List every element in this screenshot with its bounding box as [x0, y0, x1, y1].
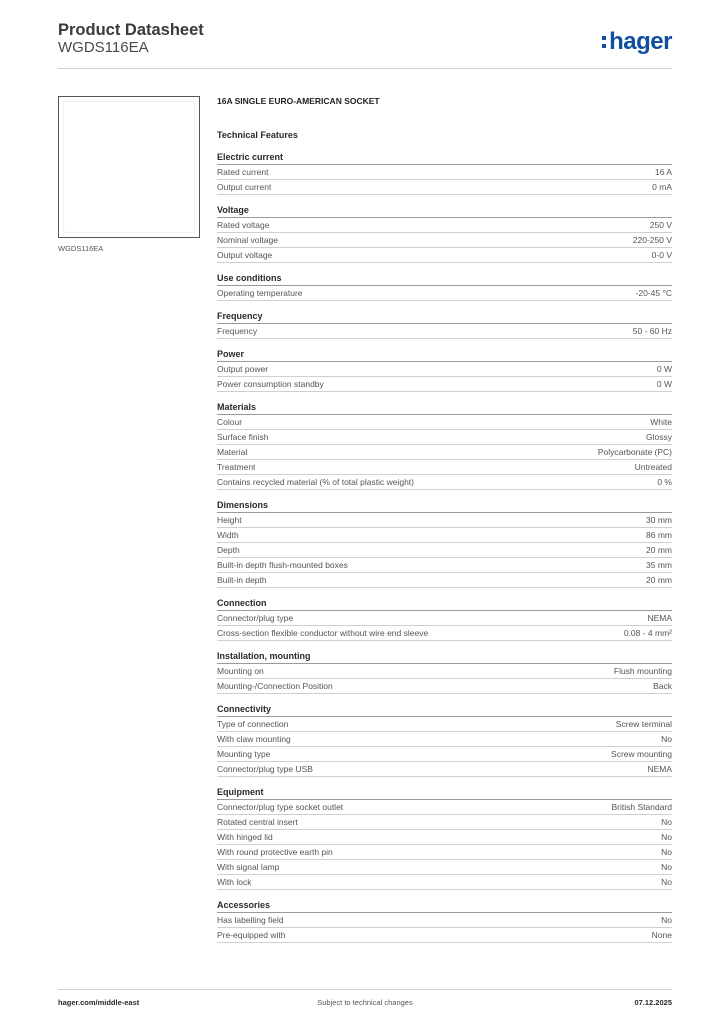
spec-value: White: [650, 417, 672, 427]
spec-value: 20 mm: [646, 575, 672, 585]
feature-section: [217, 400, 672, 490]
section-title: Installation, mounting: [217, 649, 672, 664]
spec-label: Type of connection: [217, 719, 289, 729]
section-title: Equipment: [217, 785, 672, 800]
spec-row: [217, 233, 672, 248]
spec-value: Screw mounting: [611, 749, 672, 759]
page-footer: [58, 998, 672, 1010]
spec-value: 0 W: [656, 379, 672, 389]
spec-value: No: [661, 847, 672, 857]
spec-row: [217, 747, 672, 762]
spec-value: No: [661, 915, 672, 925]
spec-label: With claw mounting: [217, 734, 291, 744]
hager-logo: [602, 28, 672, 56]
spec-value: Polycarbonate (PC): [597, 447, 672, 457]
image-caption: WGDS116EA: [58, 244, 104, 253]
spec-value: 50 - 60 Hz: [632, 326, 672, 336]
spec-value: Untreated: [634, 462, 672, 472]
spec-label: With hinged lid: [217, 832, 273, 842]
spec-row: [217, 415, 672, 430]
product-name: 16A SINGLE EURO-AMERICAN SOCKET: [217, 96, 380, 106]
spec-row: [217, 860, 672, 875]
spec-value: 20 mm: [646, 545, 672, 555]
spec-value: 16 A: [654, 167, 672, 177]
spec-value: 250 V: [649, 220, 672, 230]
spec-row: [217, 679, 672, 694]
spec-value: NEMA: [647, 764, 672, 774]
spec-row: [217, 513, 672, 528]
logo-colon-mark: [602, 31, 607, 53]
spec-row: [217, 845, 672, 860]
spec-row: [217, 875, 672, 890]
spec-row: [217, 732, 672, 747]
spec-value: No: [661, 832, 672, 842]
spec-row: [217, 165, 672, 180]
spec-label: Frequency: [217, 326, 258, 336]
spec-value: No: [661, 817, 672, 827]
spec-row: [217, 528, 672, 543]
spec-row: [217, 543, 672, 558]
spec-row: [217, 377, 672, 392]
spec-label: Colour: [217, 417, 243, 427]
section-title: Dimensions: [217, 498, 672, 513]
spec-label: Built-in depth flush-mounted boxes: [217, 560, 348, 570]
footer-note: Subject to technical changes: [317, 998, 413, 1007]
spec-label: Pre-equipped with: [217, 930, 286, 940]
footer-divider: [58, 989, 672, 990]
spec-value: No: [661, 877, 672, 887]
spec-label: Rated voltage: [217, 220, 270, 230]
spec-value: 220-250 V: [632, 235, 672, 245]
spec-label: Contains recycled material (% of total plastic weight): [217, 477, 414, 487]
feature-section: [217, 785, 672, 890]
feature-section: [217, 150, 672, 195]
product-image: [58, 96, 200, 238]
spec-value: -20-45 °C: [635, 288, 672, 298]
spec-label: Rated current: [217, 167, 269, 177]
feature-section: [217, 203, 672, 263]
spec-label: Surface finish: [217, 432, 269, 442]
spec-label: Material: [217, 447, 248, 457]
section-title: Electric current: [217, 150, 672, 165]
feature-section: [217, 649, 672, 694]
spec-value: 0 W: [656, 364, 672, 374]
feature-section: [217, 309, 672, 339]
spec-value: 30 mm: [646, 515, 672, 525]
spec-row: [217, 611, 672, 626]
section-title: Materials: [217, 400, 672, 415]
spec-label: Height: [217, 515, 242, 525]
spec-row: [217, 248, 672, 263]
section-title: Frequency: [217, 309, 672, 324]
spec-row: [217, 460, 672, 475]
spec-label: Mounting type: [217, 749, 271, 759]
spec-label: Output voltage: [217, 250, 273, 260]
feature-section: [217, 347, 672, 392]
feature-sections: [217, 150, 672, 943]
spec-label: Treatment: [217, 462, 256, 472]
spec-label: Nominal voltage: [217, 235, 278, 245]
spec-row: [217, 717, 672, 732]
spec-label: Operating temperature: [217, 288, 303, 298]
spec-row: [217, 913, 672, 928]
datasheet-content: [217, 94, 672, 951]
spec-value: Glossy: [646, 432, 672, 442]
socket-outline: [63, 101, 195, 233]
spec-value: 0.08 - 4 mm²: [623, 628, 672, 638]
spec-value: 0 %: [657, 477, 672, 487]
spec-label: Built-in depth: [217, 575, 267, 585]
section-title: Connectivity: [217, 702, 672, 717]
footer-website[interactable]: hager.com/middle-east: [58, 998, 140, 1007]
spec-label: Width: [217, 530, 239, 540]
spec-value: 35 mm: [646, 560, 672, 570]
spec-value: British Standard: [611, 802, 672, 812]
spec-row: [217, 445, 672, 460]
spec-value: No: [661, 862, 672, 872]
spec-row: [217, 815, 672, 830]
page-title: Product Datasheet: [58, 21, 204, 39]
spec-row: [217, 286, 672, 301]
spec-label: Mounting on: [217, 666, 264, 676]
spec-value: NEMA: [647, 613, 672, 623]
spec-row: [217, 762, 672, 777]
spec-row: [217, 928, 672, 943]
feature-section: [217, 898, 672, 943]
spec-label: Rotated central insert: [217, 817, 298, 827]
section-title: Accessories: [217, 898, 672, 913]
section-title: Power: [217, 347, 672, 362]
spec-label: Has labelling field: [217, 915, 284, 925]
spec-label: With signal lamp: [217, 862, 280, 872]
spec-value: 86 mm: [646, 530, 672, 540]
spec-row: [217, 573, 672, 588]
spec-row: [217, 218, 672, 233]
spec-value: 0-0 V: [651, 250, 672, 260]
spec-value: 0 mA: [652, 182, 672, 192]
spec-row: [217, 558, 672, 573]
spec-row: [217, 664, 672, 679]
section-title: Use conditions: [217, 271, 672, 286]
feature-section: [217, 596, 672, 641]
header-divider: [58, 68, 672, 69]
spec-value: Back: [653, 681, 672, 691]
footer-date: 07.12.2025: [634, 998, 672, 1007]
section-title: Connection: [217, 596, 672, 611]
features-heading: Technical Features: [217, 130, 298, 140]
feature-section: [217, 271, 672, 301]
spec-row: [217, 800, 672, 815]
spec-row: [217, 324, 672, 339]
spec-label: Connector/plug type USB: [217, 764, 313, 774]
product-code: WGDS116EA: [58, 39, 149, 56]
spec-label: Power consumption standby: [217, 379, 324, 389]
logo-text: hager: [609, 28, 672, 55]
spec-row: [217, 362, 672, 377]
spec-row: [217, 626, 672, 641]
spec-label: Connector/plug type socket outlet: [217, 802, 344, 812]
spec-label: With round protective earth pin: [217, 847, 333, 857]
spec-row: [217, 475, 672, 490]
spec-value: Screw terminal: [615, 719, 672, 729]
section-title: Voltage: [217, 203, 672, 218]
spec-value: Flush mounting: [613, 666, 672, 676]
feature-section: [217, 702, 672, 777]
spec-label: Cross-section flexible conductor without wire end sleeve: [217, 628, 429, 638]
spec-label: Output current: [217, 182, 272, 192]
spec-label: With lock: [217, 877, 252, 887]
spec-label: Connector/plug type: [217, 613, 294, 623]
spec-value: None: [651, 930, 672, 940]
spec-value: No: [661, 734, 672, 744]
spec-label: Depth: [217, 545, 240, 555]
page-header: [58, 21, 672, 69]
feature-section: [217, 498, 672, 588]
spec-row: [217, 180, 672, 195]
spec-row: [217, 830, 672, 845]
spec-label: Mounting-/Connection Position: [217, 681, 333, 691]
spec-label: Output power: [217, 364, 269, 374]
spec-row: [217, 430, 672, 445]
